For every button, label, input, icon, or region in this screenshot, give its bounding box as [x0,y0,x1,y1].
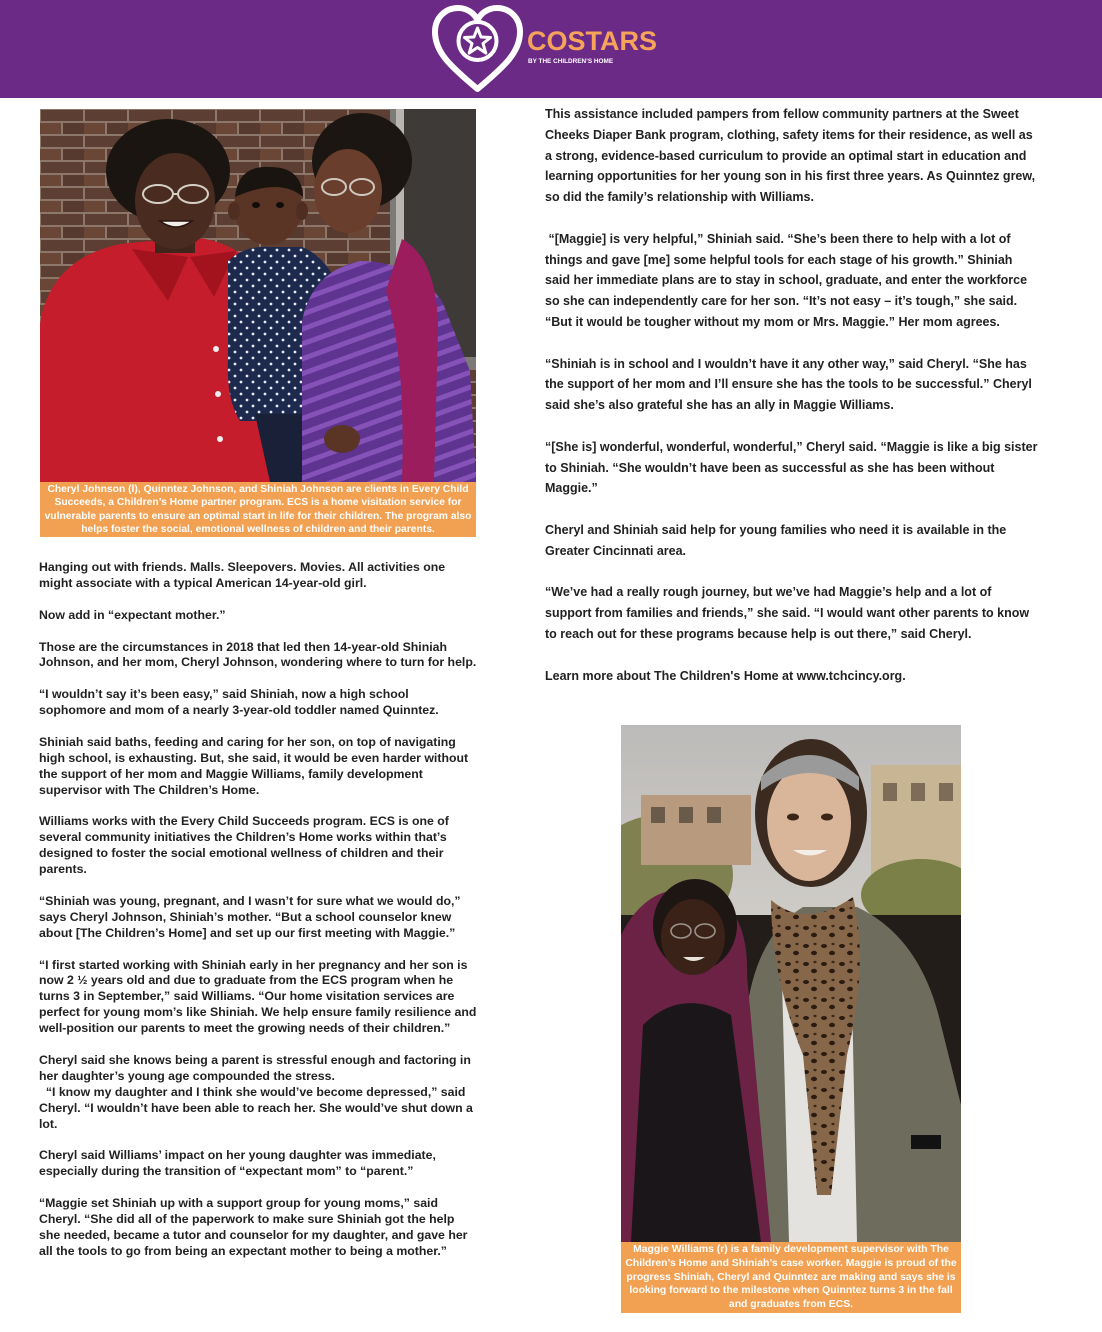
photo-caption-bottom: Maggie Williams (r) is a family development supervisor with The Children’s Home and Shiniah’s case worker. Maggie is proud of the progress Shiniah, Cheryl and Quinntez are making and says she is looking forward to the milestone when Quinntez turns 3 in the fall and graduates from ECS. [621,1242,961,1313]
article-paragraph: Cheryl said she knows being a parent is stressful enough and factoring in her daughter’s young age compounded the stress. “I know my daughter and I think she would’ve become depressed,” said Cheryl. “I wouldn’t have been able to reach her. She would’ve shut down a lot. [39,1052,473,1131]
masthead [0,0,1102,98]
caseworker-photo [621,725,961,1242]
article-column-right [545,104,1039,707]
learn-more-text: Learn more about The Children's Home at [545,668,797,683]
article-paragraph: “Shiniah was young, pregnant, and I wasn’t for sure what we would do,” says Cheryl Johnson, Shiniah’s mother. “But a school counselor knew about [The Children’s Home] and set up our first meeting with Maggie.” [39,893,464,940]
article-paragraph: “[She is] wonderful, wonderful, wonderful,” Cheryl said. “Maggie is like a big sister to Shiniah. “She wouldn’t have been as successful as she has been without Maggie.” [545,439,1041,496]
article-paragraph: “We’ve had a really rough journey, but we’ve had Maggie’s help and a lot of support from families and friends,” she said. “I would want other parents to know to reach out for these programs because help is out there,” said Cheryl. [545,585,1033,641]
article-column-left [39,560,480,1276]
article-paragraph: “I wouldn’t say it’s been easy,” said Shiniah, now a high school sophomore and mom of a nearly 3-year-old toddler named Quinntez. [39,687,439,718]
website-link[interactable]: www.tchcincy.org [796,668,903,683]
article-paragraph: Now add in “expectant mother.” [39,607,226,622]
family-photo [40,109,476,482]
article-paragraph: Williams works with the Every Child Succeeds program. ECS is one of several community initiatives the Children’s Home works within that’s designed to foster the social emotional wellness of children and their parents. [39,814,453,877]
article-paragraph: “[Maggie] is very helpful,” Shiniah said. “She’s been there to help with a lot of things and gave [me] some helpful tools for each stage of his growth.” Shiniah said her immediate plans are to stay in school, graduate, and enter the workforce so she can independently care for her son. “It’s not easy – it’s tough,” she said. “But it would be tougher without my mom or Mrs. Maggie.” Her mom agrees. [545,231,1031,329]
article-paragraph: Those are the circumstances in 2018 that led then 14-year-old Shiniah Johnson, and her mom, Cheryl Johnson, wondering where to turn for help. [39,639,477,670]
article-paragraph: This assistance included pampers from fellow community partners at the Sweet Cheeks Diaper Bank program, clothing, safety items for their residence, as well as a strong, evidence-based curriculum to provide an optimal start in education and learning opportunities for her young son in his first three years. As Quinntez grew, so did the family’s relationship with Williams. [545,107,1039,205]
article-paragraph: “Maggie set Shiniah up with a support group for young moms,” said Cheryl. “She did all of the paperwork to make sure Shiniah got the help she needed, became a tutor and counselor for my daughter, and gave her all the tools to go from being an expectant mother to being a mother.” [39,1196,471,1258]
article-paragraph: Cheryl and Shiniah said help for young families who need it is available in the Greater Cincinnati area. [545,522,1010,558]
article-paragraph: Hanging out with friends. Malls. Sleepovers. Movies. All activities one might associate with a typical American 14-year-old girl. [39,560,449,590]
article-paragraph: “Shiniah is in school and I wouldn’t have it any other way,” said Cheryl. “She has the support of her mom and I’ll ensure she has the tools to be successful.” Cheryl said she’s also grateful she has an ally in Maggie Williams. [545,356,1036,413]
article-paragraph: Shiniah said baths, feeding and caring for her son, on top of navigating high school, is exhausting. But, she said, it would be even harder without the support of her mom and Maggie Williams, family development supervisor with The Children’s Home. [39,734,472,797]
brand-tagline: BY THE CHILDREN’S HOME [528,58,614,65]
star-icon [465,28,491,53]
brand-name: COSTARS [527,26,658,56]
learn-more-period: . [902,668,906,683]
article-paragraph: Cheryl said Williams’ impact on her young daughter was immediate, especially during the transition of “expectant mom” to “parent.” [39,1148,440,1179]
heart-star-icon [430,3,525,95]
article-paragraph: “I first started working with Shiniah early in her pregnancy and her son is now 2 ½ years old and due to graduate from the ECS program when he turns 3 in September,” said Williams. “Our home visitation services are perfect for young mom’s like Shiniah. We help ensure family resilience and well-position our parents to meet the growing needs of their children.” [39,957,480,1036]
photo-caption-top: Cheryl Johnson (l), Quinntez Johnson, and Shiniah Johnson are clients in Every Child Succeeds, a Children’s Home partner program. ECS is a home visitation service for vulnerable parents to ensure an optimal start in life for their children. The program also helps foster the social, emotional wellness of children and their parents. [40,482,476,537]
learn-more-paragraph [545,666,1039,687]
